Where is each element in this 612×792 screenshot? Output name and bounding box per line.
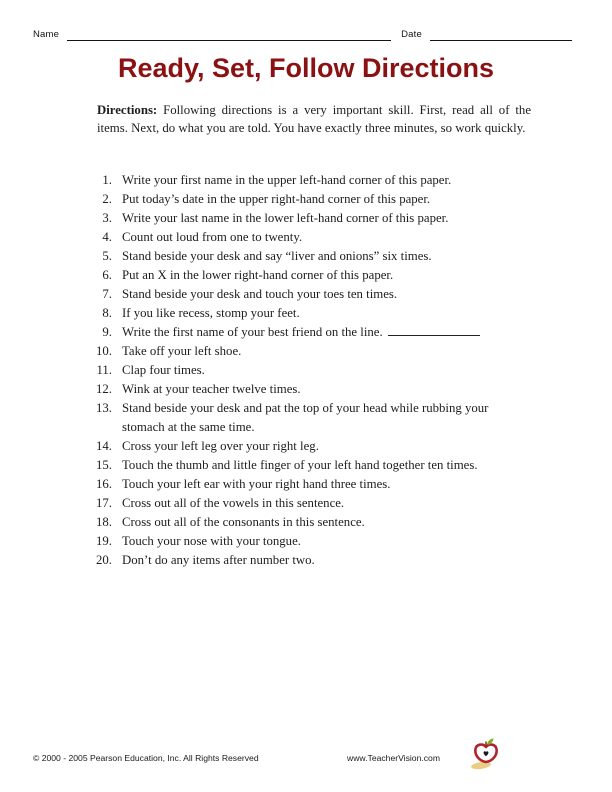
item-text: [122, 475, 527, 494]
item-text-content: Cross out all of the vowels in this sentence.: [122, 496, 345, 510]
item-text: [122, 532, 527, 551]
item-text-content: Write your last name in the lower left-hand corner of this paper.: [122, 211, 449, 225]
item-number: 13.: [96, 401, 112, 415]
website-url[interactable]: www.TeacherVision.com: [347, 753, 440, 763]
item-text: [122, 209, 527, 228]
item-text: [122, 494, 527, 513]
item-number: 3.: [102, 211, 112, 225]
name-label: Name: [33, 29, 60, 40]
list-item: [85, 551, 527, 570]
item-text: [122, 171, 527, 190]
item-text: [122, 190, 527, 209]
list-item: [85, 437, 527, 456]
item-number: 2.: [102, 192, 112, 206]
item-number: 20.: [96, 553, 112, 567]
item-text: [122, 266, 527, 285]
item-number: 8.: [102, 306, 112, 320]
item-number: 14.: [96, 439, 112, 453]
item-text-content: Touch your nose with your tongue.: [122, 534, 301, 548]
item-number: 19.: [96, 534, 112, 548]
list-item: [85, 247, 527, 266]
item-text-content: Stand beside your desk and pat the top of your head while rubbing your stomach at the same time.: [122, 401, 489, 434]
item-text: [122, 513, 527, 532]
directions-text: Following directions is a very important skill. First, read all of the items. Next, do what you are told. You have exactly three minutes, so work quickly.: [97, 103, 532, 135]
date-blank-line[interactable]: [430, 30, 572, 41]
item-number: 9.: [102, 325, 112, 339]
directions-label: Directions:: [97, 103, 158, 117]
list-item: [85, 304, 527, 323]
item-number: 4.: [102, 230, 112, 244]
item-text-content: Count out loud from one to twenty.: [122, 230, 303, 244]
item-text-content: Write the first name of your best friend on the line.: [122, 325, 383, 339]
item-number: 17.: [96, 496, 112, 510]
item-number: 11.: [96, 363, 112, 377]
item-text: [122, 342, 527, 361]
item-number: 16.: [96, 477, 112, 491]
item-number: 6.: [102, 268, 112, 282]
list-item: [85, 266, 527, 285]
item-text-content: Cross out all of the consonants in this sentence.: [122, 515, 365, 529]
item-text-content: Don’t do any items after number two.: [122, 553, 315, 567]
list-item: [85, 494, 527, 513]
list-item: [85, 342, 527, 361]
item-text-content: Write your first name in the upper left-hand corner of this paper.: [122, 173, 452, 187]
item-number: 10.: [96, 344, 112, 358]
list-item: [85, 171, 527, 190]
item-text: [122, 551, 527, 570]
item-text: [122, 361, 527, 380]
list-item: [85, 456, 527, 475]
item-number: 18.: [96, 515, 112, 529]
directions-paragraph: [97, 102, 531, 137]
list-item: [85, 323, 527, 342]
item-number: 15.: [96, 458, 112, 472]
directions-list: [85, 171, 527, 570]
date-label: Date: [401, 29, 422, 40]
list-item: [85, 532, 527, 551]
list-item: [85, 380, 527, 399]
item-number: 5.: [102, 249, 112, 263]
item-text-content: Stand beside your desk and touch your toes ten times.: [122, 287, 398, 301]
list-item: [85, 475, 527, 494]
item-text-content: Clap four times.: [122, 363, 205, 377]
list-item: [85, 285, 527, 304]
list-item: [85, 513, 527, 532]
item-text: [122, 247, 527, 266]
item-text-content: Put today’s date in the upper right-hand corner of this paper.: [122, 192, 431, 206]
item-text: [122, 285, 527, 304]
teachervision-apple-logo-icon: [471, 737, 501, 771]
copyright-text: © 2000 - 2005 Pearson Education, Inc. All Rights Reserved: [33, 753, 259, 763]
item-text-content: Touch the thumb and little finger of your left hand together ten times.: [122, 458, 478, 472]
item-text: [122, 399, 527, 437]
item-text: [122, 228, 527, 247]
item-number: 12.: [96, 382, 112, 396]
item-text-content: Stand beside your desk and say “liver and onions” six times.: [122, 249, 432, 263]
answer-blank-line[interactable]: [388, 323, 480, 336]
item-text: [122, 380, 527, 399]
item-text-content: Touch your left ear with your right hand three times.: [122, 477, 391, 491]
item-text: [122, 304, 527, 323]
list-item: [85, 399, 527, 437]
list-item: [85, 190, 527, 209]
item-number: 1.: [102, 173, 112, 187]
item-text-content: Put an X in the lower right-hand corner of this paper.: [122, 268, 394, 282]
item-number: 7.: [102, 287, 112, 301]
list-item: [85, 228, 527, 247]
item-text-content: Wink at your teacher twelve times.: [122, 382, 301, 396]
name-date-row: [33, 29, 572, 41]
page-title: Ready, Set, Follow Directions: [117, 53, 495, 83]
item-text: [122, 323, 527, 342]
list-item: [85, 209, 527, 228]
name-blank-line[interactable]: [67, 30, 391, 41]
item-text-content: If you like recess, stomp your feet.: [122, 306, 300, 320]
item-text: [122, 437, 527, 456]
footer: [0, 736, 612, 776]
item-text-content: Take off your left shoe.: [122, 344, 242, 358]
item-text: [122, 456, 527, 475]
item-text-content: Cross your left leg over your right leg.: [122, 439, 319, 453]
list-item: [85, 361, 527, 380]
